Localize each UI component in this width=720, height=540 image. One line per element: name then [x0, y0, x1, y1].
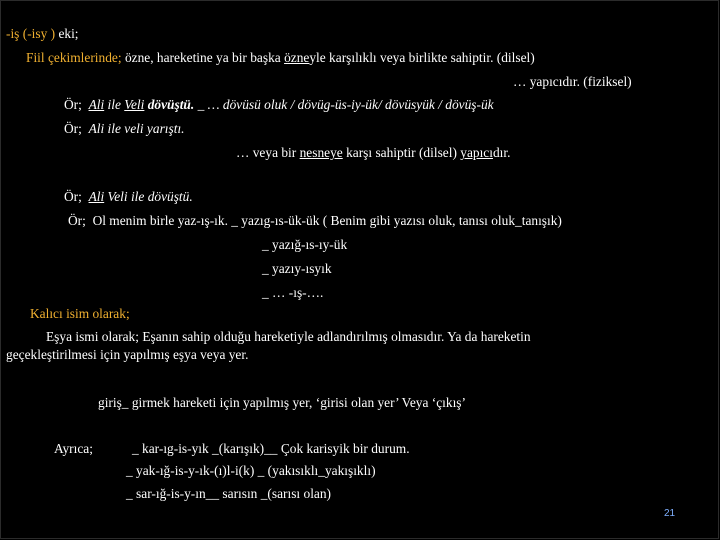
definition-text-post: yle karşılıklı veya birlikte sahiptir. (dilsel) [309, 50, 535, 65]
definition-text-pre: özne, hareketine ya bir başka [124, 50, 285, 65]
ayrica-item: _ sar-ığ-is-y-ın__ sarısın _(sarısı olan) [126, 486, 332, 501]
note2-pre: … veya bir [236, 145, 300, 160]
definition-term: Fiil çekimlerinde; [26, 50, 122, 65]
heading [6, 26, 79, 42]
permanent-title: Kalıcı isim olarak; [30, 306, 130, 321]
ayrica-item: _ yak-ığ-is-y-ık-(ı)l-i(k) _ (yakısıklı_yakışıklı) [126, 463, 376, 478]
example2-label: Ör; [64, 121, 82, 136]
heading-suffix: -iş (-isy ) [6, 26, 56, 41]
definition-line [26, 50, 535, 66]
heading-word: eki; [58, 26, 79, 41]
note2-post: dır. [492, 145, 511, 160]
example2-line [64, 121, 185, 137]
form-item: _ … -ış-…. [262, 285, 324, 300]
example1-label: Ör; [64, 97, 82, 112]
paragraph-line1: Eşya ismi olarak; Eşanın sahip olduğu hareketiyle adlandırılmış olmasıdır. Ya da hareketin [46, 329, 531, 344]
example4-line [68, 213, 562, 229]
example4-text: Ol menim birle yaz-ış-ık. _ yazıg-ıs-ük-ük ( Benim gibi yazısı oluk, tanısı oluk_tanışık) [92, 213, 562, 228]
example3-label: Ör; [64, 189, 82, 204]
example1-name2: Veli [124, 97, 145, 112]
definition-continuation: … yapıcıdır. (fiziksel) [513, 74, 632, 89]
giris-line: giriş_ girmek hareketi için yapılmış yer, ‘girisi olan yer’ Veya ‘çıkış’ [98, 395, 466, 410]
example1-line [64, 97, 494, 113]
ayrica-label: Ayrıca; [54, 441, 93, 456]
example2-text: Ali ile veli yarıştı. [88, 121, 185, 136]
example1-verb: dövüştü. [144, 97, 195, 112]
example1-name1: Ali [88, 97, 105, 112]
page-number: 21 [664, 508, 676, 519]
example1-mid: ile [104, 97, 125, 112]
form-item: _ yazığ-ıs-ıy-ük [262, 237, 348, 252]
note2-underline1: nesneye [299, 145, 343, 160]
note2-mid: karşı sahiptir (dilsel) [342, 145, 461, 160]
note2-underline2: yapıcı [460, 145, 493, 160]
definition-underlined: özne [284, 50, 310, 65]
example1-analysis: _ … dövüsü oluk / dövüg-üs-iy-ük/ dövüsyük / dövüş-ük [194, 97, 494, 112]
paragraph-line2: geçekleştirilmesi için yapılmış eşya veya yer. [6, 347, 249, 362]
ayrica-item: _ kar-ıg-is-yık _(karışık)__ Çok karisyik bir durum. [132, 441, 410, 456]
form-item: _ yazıy-ısyık [262, 261, 332, 276]
example3-line [64, 189, 193, 205]
example3-name: Ali [88, 189, 105, 204]
note2-line [236, 145, 510, 161]
example3-text: Veli ile dövüştü. [104, 189, 193, 204]
example4-label: Ör; [68, 213, 86, 228]
